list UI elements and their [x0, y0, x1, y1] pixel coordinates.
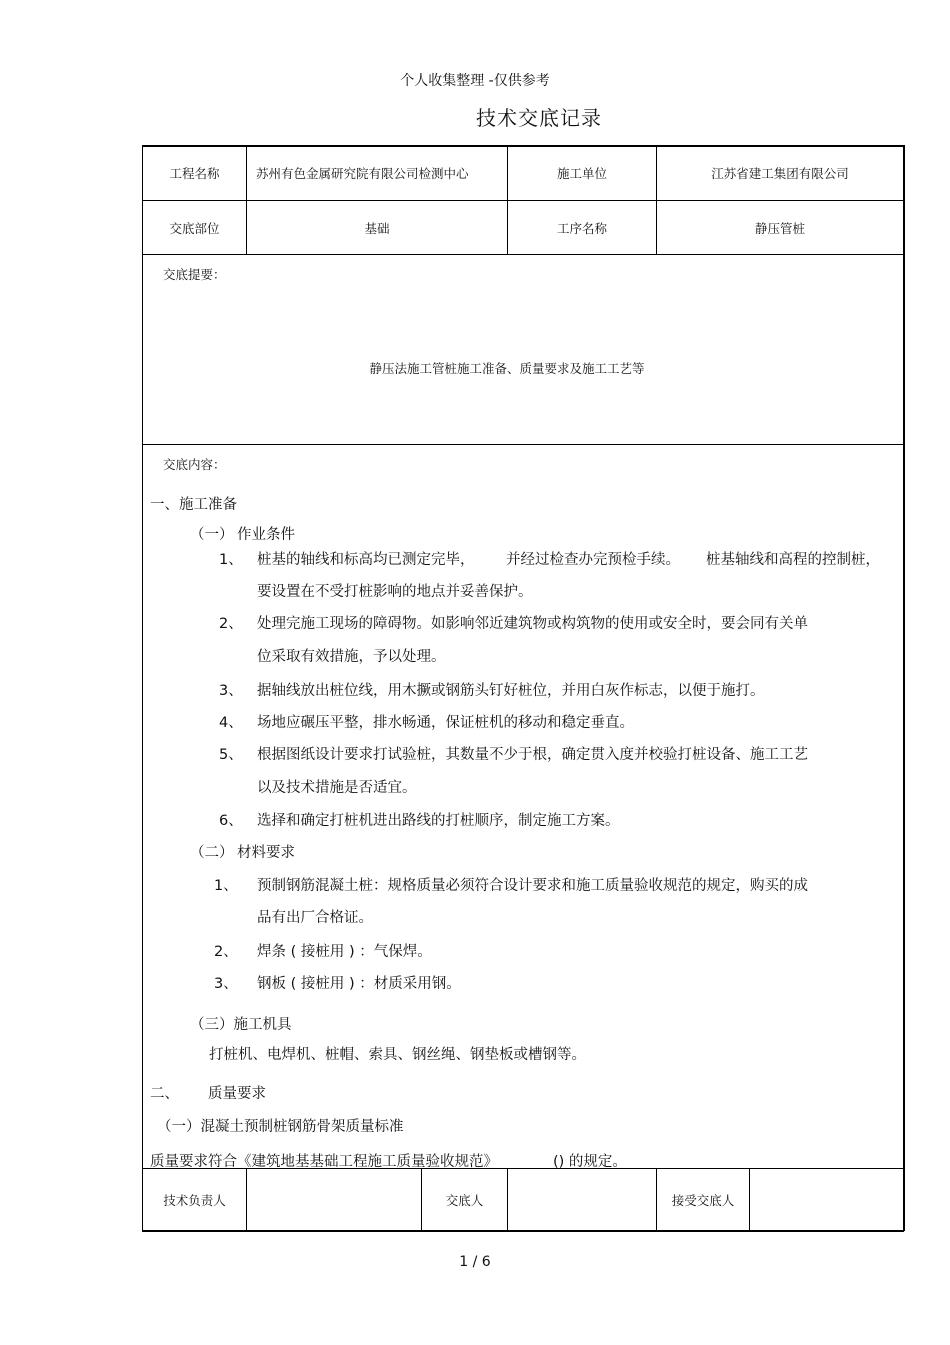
- header-note: 个人收集整理 -仅供参考: [400, 73, 550, 89]
- condition-2-line-2: 位采取有效措施，予以处理。: [257, 649, 446, 665]
- contractor-label: 施工单位: [556, 166, 607, 181]
- condition-6-line-1: 选择和确定打桩机进出路线的打桩顺序，制定施工方案。: [257, 813, 620, 829]
- sub-1-num: （一）: [190, 527, 234, 543]
- sub-3-title: （三）施工机具: [190, 1017, 292, 1033]
- discloser-label: 交底人: [445, 1192, 484, 1208]
- condition-1-text-c: 桩基轴线和高程的控制桩，: [706, 552, 880, 568]
- condition-3-line-1: 据轴线放出桩位线，用木撅或钢筋头钉好桩位，并用白灰作标志，以便于施打。: [257, 683, 765, 699]
- process-value: 静压管桩: [754, 220, 805, 236]
- condition-1-line-2: 要设置在不受打桩影响的地点并妥善保护。: [257, 584, 533, 600]
- tech-lead-signature-field[interactable]: [247, 1169, 421, 1230]
- tech-lead-label: 技术负责人: [163, 1192, 226, 1208]
- condition-4-num: 4、: [219, 715, 243, 731]
- document-title: 技术交底记录: [476, 106, 602, 130]
- condition-5-line-2: 以及技术措施是否适宜。: [257, 780, 417, 796]
- condition-2-num: 2、: [219, 616, 243, 632]
- contractor-value: 江苏省建工集团有限公司: [711, 166, 849, 181]
- condition-1-text-a: 桩基的轴线和标高均已测定完毕，: [257, 552, 475, 568]
- material-3-line-1: 钢板 ( 接桩用 ) ：材质采用钢。: [257, 976, 461, 992]
- condition-1-num: 1、: [219, 552, 243, 568]
- condition-5-line-1: 根据图纸设计要求打试验桩，其数量不少于根，确定贯入度并校验打桩设备、施工工艺: [257, 747, 808, 763]
- sub-2-title: 材料要求: [237, 845, 295, 861]
- part-label: 交底部位: [169, 220, 220, 236]
- material-1-num: 1、: [214, 878, 238, 894]
- section-1-title: 一、施工准备: [150, 497, 237, 513]
- quality-text-a: 质量要求符合《建筑地基基础工程施工质量验收规范》: [150, 1154, 498, 1170]
- material-1-line-1: 预制钢筋混凝土桩：规格质量必须符合设计要求和施工质量验收规范的规定，购买的成: [257, 878, 808, 894]
- condition-4-line-1: 场地应碾压平整，排水畅通，保证桩机的移动和稳定垂直。: [257, 715, 634, 731]
- summary-text: 静压法施工管桩施工准备、质量要求及施工工艺等: [369, 361, 645, 376]
- project-name-label: 工程名称: [169, 166, 220, 181]
- section-2-title: 质量要求: [208, 1086, 266, 1102]
- receiver-label: 接受交底人: [671, 1192, 735, 1208]
- summary-label: 交底提要：: [163, 267, 226, 282]
- receiver-signature-field[interactable]: [750, 1169, 903, 1230]
- condition-6-num: 6、: [219, 813, 243, 829]
- material-2-line-1: 焊条 ( 接桩用 ) ：气保焊。: [257, 944, 432, 960]
- page-number: 1 / 6: [459, 1254, 491, 1270]
- condition-2-line-1: 处理完施工现场的障碍物。如影响邻近建筑物或构筑物的使用或安全时，要会同有关单: [257, 616, 808, 632]
- material-2-num: 2、: [214, 944, 238, 960]
- material-3-num: 3、: [214, 976, 238, 992]
- quality-sub-1: （一）混凝土预制桩钢筋骨架质量标准: [157, 1119, 404, 1135]
- quality-text-b: () 的规定。: [553, 1154, 627, 1170]
- sub-1-title: 作业条件: [237, 527, 295, 543]
- condition-1-text-b: 并经过检查办完预检手续。: [506, 552, 680, 568]
- part-value: 基础: [364, 220, 390, 236]
- condition-5-num: 5、: [219, 747, 243, 763]
- condition-3-num: 3、: [219, 683, 243, 699]
- section-2-num: 二、: [150, 1086, 179, 1102]
- material-1-line-2: 品有出厂合格证。: [257, 910, 373, 926]
- sub-2-num: （二）: [190, 845, 234, 861]
- project-name-value: 苏州有色金属研究院有限公司检测中心: [256, 166, 469, 181]
- discloser-signature-field[interactable]: [508, 1169, 656, 1230]
- machinery-text: 打桩机、电焊机、桩帽、索具、钢丝绳、钢垫板或槽钢等。: [209, 1047, 586, 1063]
- process-label: 工序名称: [556, 220, 607, 236]
- content-label: 交底内容：: [163, 457, 226, 472]
